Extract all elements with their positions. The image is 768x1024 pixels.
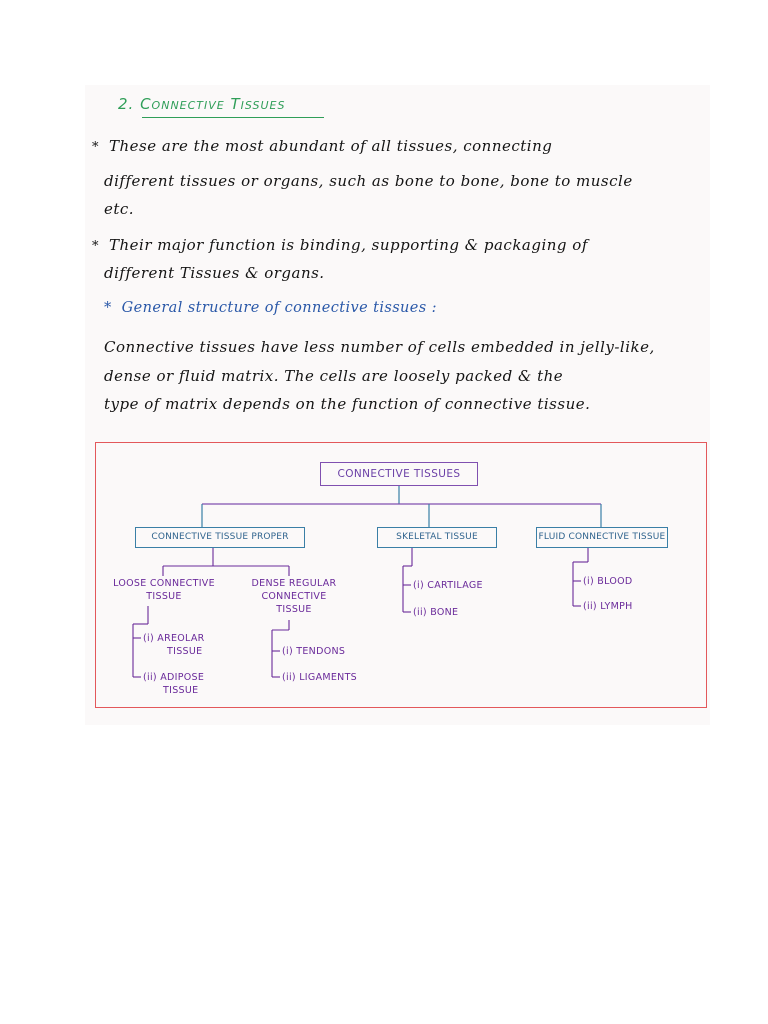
adipose-tissue-item: (ii) ADIPOSE TISSUE — [143, 672, 205, 696]
category-skeletal-box: SKELETAL TISSUE — [377, 527, 497, 548]
note-2-line-2: different Tissues & organs. — [104, 264, 325, 282]
note-1-line-1: * These are the most abundant of all tissues, connecting — [92, 137, 553, 155]
structure-line-2: dense or fluid matrix. The cells are loosely packed & the — [104, 367, 564, 385]
note-1-line-3: etc. — [104, 200, 135, 218]
bullet-star-icon: * — [92, 140, 99, 155]
dense-regular-label: DENSE REGULAR CONNECTIVE TISSUE — [251, 578, 337, 615]
section-title: 2. Connective Tissues — [118, 95, 286, 113]
structure-line-3: type of matrix depends on the function of connective tissue. — [104, 395, 591, 413]
diagram-root-box: CONNECTIVE TISSUES — [320, 462, 478, 486]
note-2-line-1: * Their major function is binding, supporting & packaging of — [92, 236, 588, 254]
note-1-line-2: different tissues or organs, such as bone to bone, bone to muscle — [104, 172, 633, 190]
loose-connective-label: LOOSE CONNECTIVE TISSUE — [113, 578, 215, 602]
tendons-item: (i) TENDONS — [282, 646, 346, 657]
areolar-tissue-item: (i) AREOLAR TISSUE — [143, 633, 205, 657]
bullet-star-icon: * — [92, 239, 99, 254]
structure-line-1: Connective tissues have less number of cells embedded in jelly-like, — [104, 338, 655, 356]
bullet-star-icon: * — [104, 300, 112, 316]
category-fluid-box: FLUID CONNECTIVE TISSUE — [536, 527, 668, 548]
ligaments-item: (ii) LIGAMENTS — [282, 672, 358, 683]
general-structure-heading: * General structure of connective tissues : — [104, 300, 437, 316]
lymph-item: (ii) LYMPH — [583, 601, 633, 612]
bone-item: (ii) BONE — [413, 607, 459, 618]
category-proper-box: CONNECTIVE TISSUE PROPER — [135, 527, 305, 548]
blood-item: (i) BLOOD — [583, 576, 633, 587]
cartilage-item: (i) CARTILAGE — [413, 580, 483, 591]
